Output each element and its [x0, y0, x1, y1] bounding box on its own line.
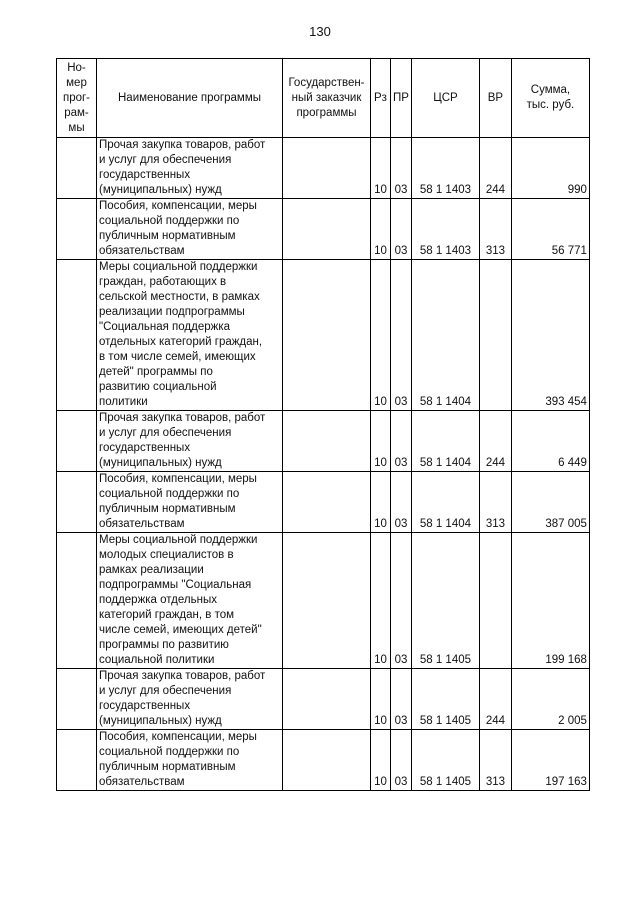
table-row [57, 260, 590, 411]
cell-number [57, 730, 97, 791]
table-row [57, 669, 590, 730]
cell-name: Пособия, компенсации, меры социальной поддержки по публичным нормативным обязательствам [97, 472, 283, 533]
cell-sum: 56 771 [511, 199, 589, 260]
cell-rz: 10 [371, 472, 391, 533]
header-customer: Государствен- ный заказчик программы [283, 59, 371, 138]
cell-sum: 197 163 [511, 730, 589, 791]
cell-pr: 03 [391, 533, 412, 669]
cell-pr: 03 [391, 411, 412, 472]
cell-vr: 244 [479, 411, 511, 472]
cell-name: Прочая закупка товаров, работ и услуг для обеспечения государственных (муниципальных) нужд [97, 669, 283, 730]
header-vr: ВР [479, 59, 511, 138]
cell-rz: 10 [371, 669, 391, 730]
cell-pr: 03 [391, 730, 412, 791]
header-number: Но- мер прог- рам- мы [57, 59, 97, 138]
cell-rz: 10 [371, 533, 391, 669]
cell-number [57, 138, 97, 199]
cell-name: Прочая закупка товаров, работ и услуг для обеспечения государственных (муниципальных) нужд [97, 411, 283, 472]
cell-csr: 58 1 1403 [411, 138, 479, 199]
cell-number [57, 472, 97, 533]
budget-table [56, 58, 590, 791]
cell-pr: 03 [391, 472, 412, 533]
cell-customer [283, 533, 371, 669]
cell-vr: 313 [479, 472, 511, 533]
cell-customer [283, 472, 371, 533]
table-row [57, 472, 590, 533]
cell-csr: 58 1 1404 [411, 472, 479, 533]
cell-number [57, 533, 97, 669]
page-number: 130 [309, 24, 331, 39]
cell-customer [283, 260, 371, 411]
cell-rz: 10 [371, 138, 391, 199]
cell-number [57, 260, 97, 411]
cell-number [57, 669, 97, 730]
header-pr: ПР [391, 59, 412, 138]
cell-sum: 199 168 [511, 533, 589, 669]
cell-pr: 03 [391, 260, 412, 411]
cell-sum: 6 449 [511, 411, 589, 472]
header-sum: Сумма, тыс. руб. [511, 59, 589, 138]
table-row [57, 411, 590, 472]
cell-customer [283, 730, 371, 791]
cell-pr: 03 [391, 199, 412, 260]
cell-rz: 10 [371, 199, 391, 260]
cell-vr: 244 [479, 669, 511, 730]
cell-vr: 313 [479, 730, 511, 791]
cell-pr: 03 [391, 138, 412, 199]
cell-sum: 393 454 [511, 260, 589, 411]
cell-csr: 58 1 1405 [411, 533, 479, 669]
cell-name: Пособия, компенсации, меры социальной поддержки по публичным нормативным обязательствам [97, 730, 283, 791]
cell-vr [479, 533, 511, 669]
cell-sum: 2 005 [511, 669, 589, 730]
header-csr: ЦСР [411, 59, 479, 138]
cell-pr: 03 [391, 669, 412, 730]
cell-csr: 58 1 1403 [411, 199, 479, 260]
cell-sum: 387 005 [511, 472, 589, 533]
cell-customer [283, 138, 371, 199]
cell-vr: 313 [479, 199, 511, 260]
cell-name: Прочая закупка товаров, работ и услуг для обеспечения государственных (муниципальных) нужд [97, 138, 283, 199]
cell-rz: 10 [371, 411, 391, 472]
cell-name: Меры социальной поддержки молодых специалистов в рамках реализации подпрограммы "Социальная поддержка отдельных категорий граждан, в том числе семей, имеющих детей" программы по развитию социальной политики [97, 533, 283, 669]
cell-customer [283, 669, 371, 730]
cell-customer [283, 411, 371, 472]
cell-name: Пособия, компенсации, меры социальной поддержки по публичным нормативным обязательствам [97, 199, 283, 260]
cell-csr: 58 1 1405 [411, 730, 479, 791]
cell-csr: 58 1 1405 [411, 669, 479, 730]
table-row [57, 533, 590, 669]
header-rz: Рз [371, 59, 391, 138]
cell-rz: 10 [371, 730, 391, 791]
table-row [57, 138, 590, 199]
cell-vr: 244 [479, 138, 511, 199]
cell-sum: 990 [511, 138, 589, 199]
table-header-row [57, 59, 590, 138]
cell-number [57, 199, 97, 260]
cell-csr: 58 1 1404 [411, 411, 479, 472]
table-row [57, 199, 590, 260]
table-row [57, 730, 590, 791]
cell-rz: 10 [371, 260, 391, 411]
cell-name: Меры социальной поддержки граждан, работающих в сельской местности, в рамках реализации подпрограммы "Социальная поддержка отдельных категорий граждан, в том числе семей, имеющих детей" программы по развитию социальной политики [97, 260, 283, 411]
cell-customer [283, 199, 371, 260]
header-name: Наименование программы [97, 59, 283, 138]
cell-number [57, 411, 97, 472]
cell-csr: 58 1 1404 [411, 260, 479, 411]
cell-vr [479, 260, 511, 411]
